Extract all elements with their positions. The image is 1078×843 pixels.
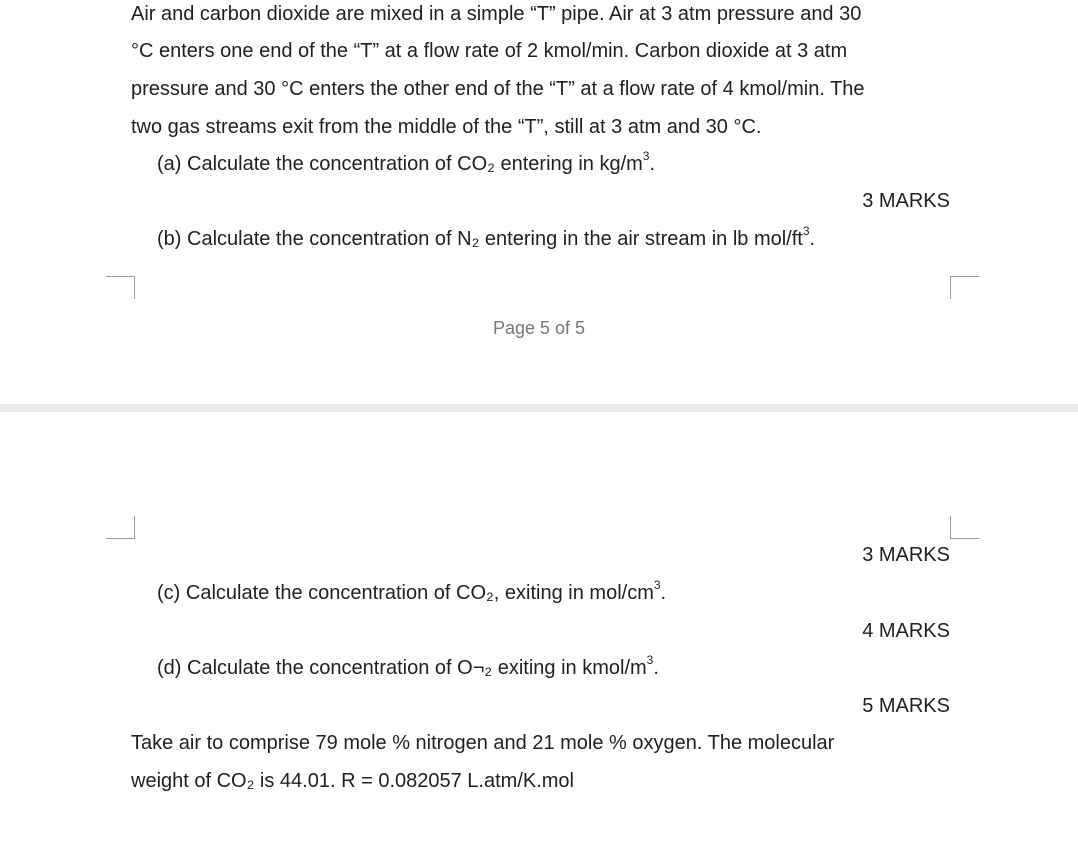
note-line-2: weight of CO₂ is 44.01. R = 0.082057 L.atm/K.mol	[131, 770, 574, 792]
marks-label-b: 3 MARKS	[862, 544, 950, 566]
marks-label-a: 3 MARKS	[862, 190, 950, 212]
page-corner-mark-right	[950, 276, 979, 299]
question-a-text: (a) Calculate the concentration of CO₂ entering in kg/m	[157, 153, 643, 175]
paragraph-line-4: two gas streams exit from the middle of the “T”, still at 3 atm and 30 °C.	[131, 116, 762, 138]
document-page-5	[0, 0, 1078, 404]
page-separator	[0, 404, 1078, 412]
question-c-end: .	[660, 582, 667, 604]
question-a-end: .	[649, 153, 656, 175]
paragraph-line-2: °C enters one end of the “T” at a flow rate of 2 kmol/min. Carbon dioxide at 3 atm	[131, 40, 848, 62]
marks-label-d: 5 MARKS	[862, 695, 950, 717]
question-d-superscript: 3	[646, 653, 654, 668]
marks-label-c: 4 MARKS	[862, 620, 950, 642]
question-c	[157, 578, 667, 605]
note-line-1: Take air to comprise 79 mole % nitrogen and 21 mole % oxygen. The molecular	[131, 732, 835, 754]
paragraph-line-1: Air and carbon dioxide are mixed in a simple “T” pipe. Air at 3 atm pressure and 30	[131, 3, 862, 25]
question-a-superscript: 3	[642, 149, 650, 164]
page-corner-mark-right-top	[950, 516, 979, 539]
question-c-text: (c) Calculate the concentration of CO₂, exiting in mol/cm	[157, 582, 654, 604]
page-footer: Page 5 of 5	[492, 318, 586, 338]
page-corner-mark-left	[106, 276, 135, 299]
question-d	[157, 653, 659, 680]
question-c-superscript: 3	[653, 578, 661, 593]
question-d-end: .	[653, 657, 659, 679]
question-b-text: (b) Calculate the concentration of N₂ entering in the air stream in lb mol/ft	[157, 228, 803, 250]
question-b-superscript: 3	[802, 224, 810, 239]
question-a	[157, 149, 656, 176]
paragraph-line-3: pressure and 30 °C enters the other end of the “T” at a flow rate of 4 kmol/min. The	[131, 78, 865, 100]
page-corner-mark-left-top	[106, 516, 135, 539]
question-b-end: .	[809, 228, 816, 250]
question-d-text: (d) Calculate the concentration of O¬₂ exiting in kmol/m	[157, 657, 647, 679]
question-b	[157, 224, 816, 251]
